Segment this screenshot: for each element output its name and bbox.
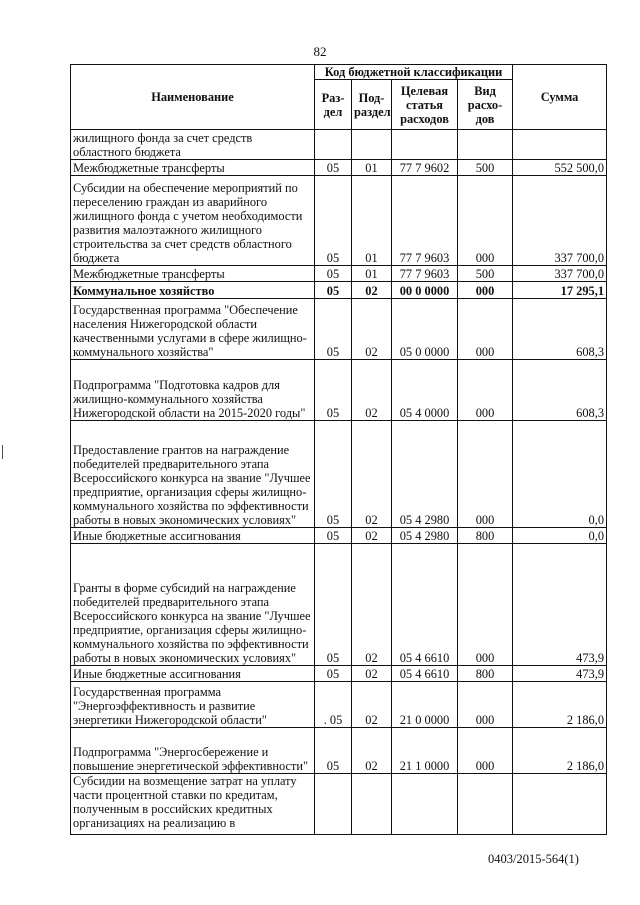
row-target: 05 4 6610 — [392, 666, 458, 682]
row-target: 05 4 2980 — [392, 528, 458, 544]
row-target: 21 0 0000 — [392, 682, 458, 728]
row-subsection: 01 — [352, 266, 392, 282]
row-type: 000 — [458, 299, 513, 360]
row-subsection: 02 — [352, 728, 392, 774]
row-section — [315, 130, 352, 160]
row-subsection: 02 — [352, 360, 392, 421]
table-row — [71, 544, 607, 666]
row-subsection: 02 — [352, 299, 392, 360]
row-name: Субсидии на возмещение затрат на уплату части процентной ставки по кредитам, полученным в российских кредитных организациях на реализацию в — [71, 774, 315, 835]
row-section: 05 — [315, 282, 352, 299]
row-name: Иные бюджетные ассигнования — [71, 666, 315, 682]
row-name: Государственная программа "Энергоэффективность и развитие энергетики Нижегородской области" — [71, 682, 315, 728]
row-type: 000 — [458, 421, 513, 528]
header-subsection: Под-раздел — [352, 80, 392, 130]
row-sum: 473,9 — [513, 544, 607, 666]
row-target: 77 7 9603 — [392, 176, 458, 266]
row-section: 05 — [315, 160, 352, 176]
row-section: 05 — [315, 666, 352, 682]
row-name: Коммунальное хозяйство — [71, 282, 315, 299]
scan-margin-mark — [2, 445, 3, 459]
header-expense-type: Вид расхо-дов — [458, 80, 513, 130]
header-classification-group: Код бюджетной классификации — [315, 65, 513, 80]
row-target: 05 4 2980 — [392, 421, 458, 528]
row-type: 800 — [458, 528, 513, 544]
row-name: Государственная программа "Обеспечение населения Нижегородской области качественными услугами в сфере жилищно-коммунального хозяйства" — [71, 299, 315, 360]
row-sum — [513, 130, 607, 160]
table-row — [71, 176, 607, 266]
row-type: 000 — [458, 682, 513, 728]
row-type: 500 — [458, 160, 513, 176]
row-section: . 05 — [315, 682, 352, 728]
row-subsection: 02 — [352, 666, 392, 682]
row-name: Субсидии на обеспечение мероприятий по переселению граждан из аварийного жилищного фонда с учетом необходимости развития малоэтажного жилищного строительства за счет средств областного бюджета — [71, 176, 315, 266]
row-type: 500 — [458, 266, 513, 282]
row-sum: 552 500,0 — [513, 160, 607, 176]
row-section: 05 — [315, 528, 352, 544]
row-target: 00 0 0000 — [392, 282, 458, 299]
row-name: Подпрограмма "Подготовка кадров для жилищно-коммунального хозяйства Нижегородской области на 2015-2020 годы" — [71, 360, 315, 421]
table-row-section-total — [71, 282, 607, 299]
row-subsection — [352, 774, 392, 835]
table-row — [71, 528, 607, 544]
header-sum: Сумма — [513, 65, 607, 130]
row-sum — [513, 774, 607, 835]
header-name: Наименование — [71, 65, 315, 130]
row-subsection: 02 — [352, 421, 392, 528]
row-section: 05 — [315, 176, 352, 266]
row-subsection: 02 — [352, 282, 392, 299]
row-subsection: 02 — [352, 528, 392, 544]
row-sum: 2 186,0 — [513, 682, 607, 728]
row-target — [392, 130, 458, 160]
row-sum: 608,3 — [513, 299, 607, 360]
row-type: 800 — [458, 666, 513, 682]
row-name: Гранты в форме субсидий на награждение победителей предварительного этапа Всероссийского конкурса на звание "Лучшее предприятие, организация сферы жилищно-коммунального хозяйства по эффективности работы в новых экономических условиях" — [71, 544, 315, 666]
table-row — [71, 774, 607, 835]
row-type: 000 — [458, 544, 513, 666]
row-section: 05 — [315, 299, 352, 360]
row-sum: 0,0 — [513, 528, 607, 544]
row-name: Межбюджетные трансферты — [71, 266, 315, 282]
table-row — [71, 666, 607, 682]
row-sum: 2 186,0 — [513, 728, 607, 774]
header-target: Целевая статья расходов — [392, 80, 458, 130]
row-name: Предоставление грантов на награждение победителей предварительного этапа Всероссийского конкурса на звание "Лучшее предприятие, организация сферы жилищно-коммунального хозяйства по эффективности работы в новых экономических условиях" — [71, 421, 315, 528]
row-target: 05 4 6610 — [392, 544, 458, 666]
row-sum: 473,9 — [513, 666, 607, 682]
row-target: 21 1 0000 — [392, 728, 458, 774]
row-subsection: 01 — [352, 176, 392, 266]
row-subsection: 01 — [352, 160, 392, 176]
header-section: Раз-дел — [315, 80, 352, 130]
row-subsection: 02 — [352, 544, 392, 666]
row-target: 77 7 9603 — [392, 266, 458, 282]
row-name: Иные бюджетные ассигнования — [71, 528, 315, 544]
page-number: 82 — [313, 44, 327, 59]
row-section: 05 — [315, 544, 352, 666]
row-subsection: 02 — [352, 682, 392, 728]
row-target: 05 0 0000 — [392, 299, 458, 360]
table-row — [71, 421, 607, 528]
row-sum: 0,0 — [513, 421, 607, 528]
row-section: 05 — [315, 728, 352, 774]
row-type: 000 — [458, 728, 513, 774]
row-name: Межбюджетные трансферты — [71, 160, 315, 176]
row-name: Подпрограмма "Энергосбережение и повышение энергетической эффективности" — [71, 728, 315, 774]
row-sum: 17 295,1 — [513, 282, 607, 299]
row-type — [458, 774, 513, 835]
table-row — [71, 130, 607, 160]
row-target: 05 4 0000 — [392, 360, 458, 421]
row-section: 05 — [315, 360, 352, 421]
row-sum: 337 700,0 — [513, 176, 607, 266]
document-code: 0403/2015-564(1) — [488, 852, 579, 866]
row-type: 000 — [458, 360, 513, 421]
row-type: 000 — [458, 176, 513, 266]
budget-table — [70, 64, 607, 835]
table-row — [71, 160, 607, 176]
row-section — [315, 774, 352, 835]
table-row — [71, 266, 607, 282]
row-subsection — [352, 130, 392, 160]
row-type — [458, 130, 513, 160]
row-sum: 337 700,0 — [513, 266, 607, 282]
row-target — [392, 774, 458, 835]
row-sum: 608,3 — [513, 360, 607, 421]
row-target: 77 7 9602 — [392, 160, 458, 176]
table-row — [71, 299, 607, 360]
table-row — [71, 360, 607, 421]
row-type: 000 — [458, 282, 513, 299]
row-name: жилищного фонда за счет средств областного бюджета — [71, 130, 315, 160]
row-section: 05 — [315, 266, 352, 282]
table-row — [71, 682, 607, 728]
table-row — [71, 728, 607, 774]
row-section: 05 — [315, 421, 352, 528]
